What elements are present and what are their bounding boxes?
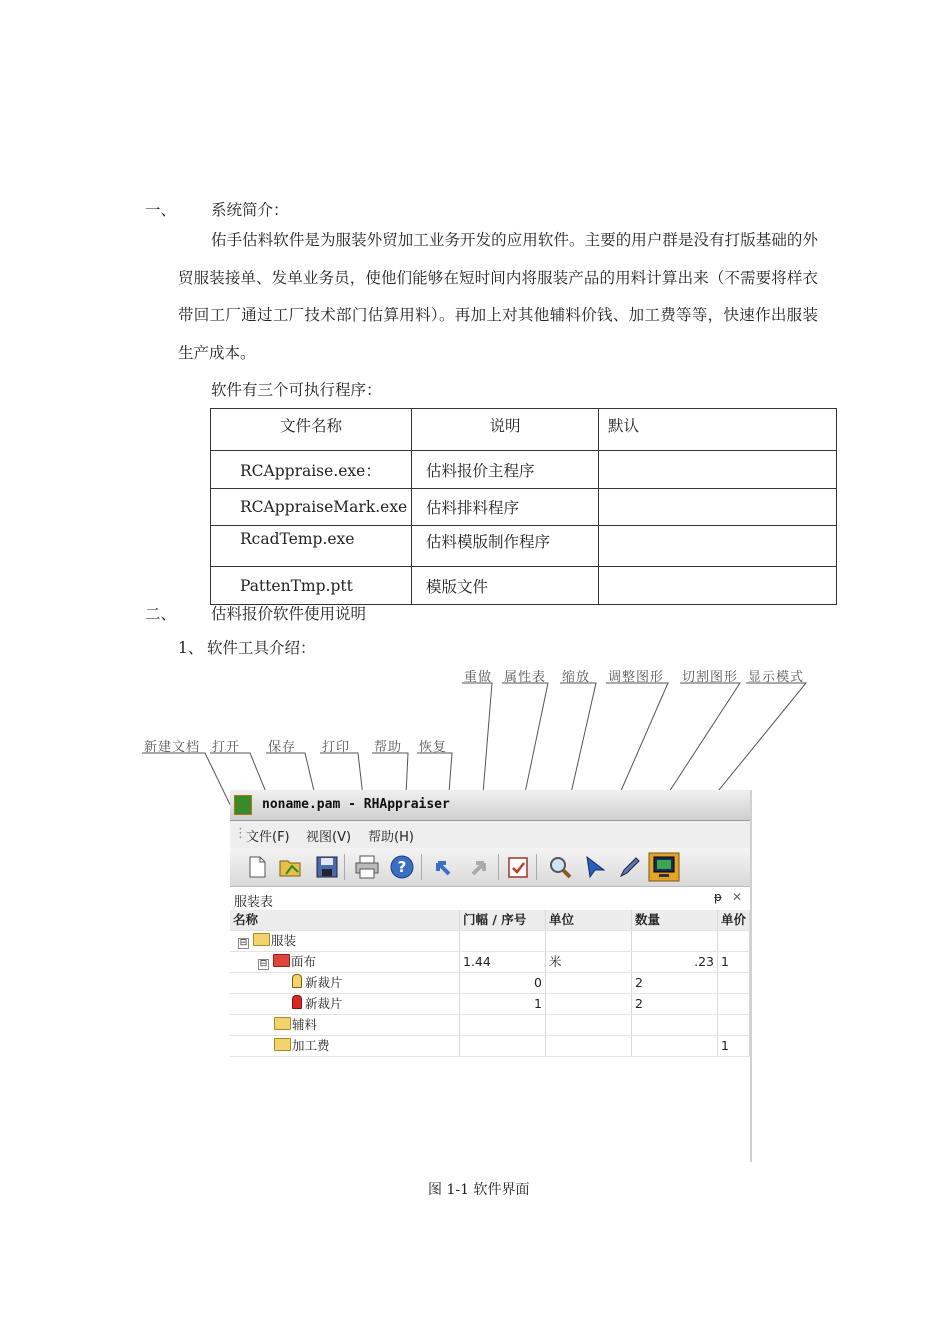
label-cut-shape: 切割图形 (682, 670, 739, 685)
app-icon (234, 795, 252, 815)
tree-name-cell (230, 1015, 460, 1035)
menu-bar (230, 821, 752, 848)
cut-shape-icon[interactable] (617, 854, 643, 880)
section-title: 系统简介： (211, 201, 289, 219)
tree-name-cell (230, 973, 460, 993)
table-header-cell: 说明 (412, 409, 599, 451)
qty-cell (632, 1036, 718, 1056)
label-undo: 恢复 (419, 740, 448, 755)
price-cell (718, 994, 750, 1014)
qty-cell: .23 (632, 952, 718, 972)
table-cell: RCAppraise.exe： (211, 451, 412, 489)
qty-cell: 2 (632, 973, 718, 993)
display-mode-icon[interactable] (648, 852, 680, 882)
table-header-cell: 默认 (599, 409, 837, 451)
intro-paragraph-2: 软件有三个可执行程序： (211, 381, 382, 399)
price-cell (718, 973, 750, 993)
table-row[interactable] (230, 1036, 750, 1057)
folder-icon (274, 1038, 291, 1051)
table-row[interactable] (230, 952, 750, 973)
label-display-mode: 显示模式 (748, 670, 805, 685)
price-cell: 1 (718, 1036, 750, 1056)
properties-icon[interactable] (505, 854, 531, 880)
label-open: 打开 (212, 740, 241, 755)
table-cell: 模版文件 (412, 567, 599, 605)
intro-paragraph: 佑手估料软件是为服装外贸加工业务开发的应用软件。主要的用户群是没有打版基础的外贸服装接单、发单业务员，使他们能够在短时间内将服装产品的用料计算出来（不需要将样衣带回工厂通过工厂技术部门估算用料）。再加上对其他辅料价钱、加工费等等，快速作出服装生产成本。 (178, 231, 818, 362)
column-header[interactable]: 名称 (230, 910, 460, 930)
width-cell (460, 1015, 546, 1035)
price-cell (718, 1015, 750, 1035)
label-print: 打印 (322, 740, 351, 755)
toolbar-separator (536, 854, 537, 880)
table-row[interactable] (230, 994, 750, 1015)
tree-item-label: 辅料 (292, 1017, 318, 1032)
table-cell: 估料模版制作程序 (412, 526, 599, 567)
label-zoom: 缩放 (562, 670, 591, 685)
tree-name-cell (230, 994, 460, 1014)
panel-title: 服装表 (234, 895, 274, 910)
table-cell: RCAppraiseMark.exe (211, 489, 412, 526)
adjust-shape-icon[interactable] (582, 854, 608, 880)
price-cell (718, 931, 750, 951)
label-properties: 属性表 (504, 670, 547, 685)
folder-icon (273, 954, 290, 967)
toolbar-separator (344, 854, 345, 880)
qty-cell (632, 1015, 718, 1035)
tree-item-label: 服装 (271, 933, 297, 948)
svg-text:?: ? (397, 858, 407, 876)
collapse-toggle-icon[interactable]: ⊟ (239, 938, 248, 948)
column-header[interactable]: 门幅 / 序号 (460, 910, 546, 930)
pattern-piece-icon (292, 995, 302, 1009)
menu-help[interactable]: 帮助(H) (368, 830, 414, 845)
open-icon[interactable] (278, 854, 304, 880)
table-row[interactable] (230, 931, 750, 952)
toolbar (230, 848, 752, 887)
unit-cell (546, 931, 632, 951)
panel-header (230, 888, 752, 910)
column-header[interactable]: 单位 (546, 910, 632, 930)
unit-cell (546, 994, 632, 1014)
table-cell: 估料报价主程序 (412, 451, 599, 489)
toolbar-separator (498, 854, 499, 880)
window-titlebar (230, 790, 752, 821)
table-cell: RcadTemp.exe (211, 526, 412, 567)
price-cell: 1 (718, 952, 750, 972)
new-doc-icon[interactable] (244, 854, 270, 880)
section-title: 估料报价软件使用说明 (211, 605, 367, 623)
window-title: noname.pam - RHAppraiser (262, 797, 450, 812)
tree-item-label: 新裁片 (305, 996, 343, 1011)
label-adjust-shape: 调整图形 (608, 670, 665, 685)
help-icon[interactable] (389, 854, 415, 880)
tree-name-cell (230, 931, 460, 951)
tree-name-cell (230, 952, 460, 972)
pin-icon[interactable]: ᵽ (714, 890, 723, 904)
panel-right-border (750, 790, 752, 1162)
table-header-cell: 文件名称 (211, 409, 412, 451)
table-row[interactable] (230, 973, 750, 994)
label-help: 帮助 (374, 740, 403, 755)
menu-grip: ⋮ (234, 826, 247, 841)
tree-item-label: 新裁片 (305, 975, 343, 990)
unit-cell (546, 1015, 632, 1035)
menu-file[interactable]: 文件(F) (246, 830, 290, 845)
tree-item-label: 面布 (291, 954, 317, 969)
label-redo: 重做 (464, 670, 493, 685)
table-row[interactable] (230, 1015, 750, 1036)
subsection-title: 软件工具介绍： (207, 639, 316, 657)
folder-icon (274, 1017, 291, 1030)
width-cell: 1.44 (460, 952, 546, 972)
undo-icon[interactable] (429, 854, 455, 880)
table-cell: 估料排料程序 (412, 489, 599, 526)
collapse-toggle-icon[interactable]: ⊟ (259, 959, 268, 969)
section-number: 一、 (145, 201, 177, 219)
save-icon[interactable] (314, 854, 340, 880)
menu-view[interactable]: 视图(V) (306, 830, 352, 845)
qty-cell: 2 (632, 994, 718, 1014)
unit-cell (546, 973, 632, 993)
toolbar-separator (421, 854, 422, 880)
print-icon[interactable] (354, 854, 380, 880)
unit-cell (546, 1036, 632, 1056)
label-save: 保存 (268, 740, 297, 755)
column-header[interactable]: 数量 (632, 910, 718, 930)
tree-name-cell (230, 1036, 460, 1056)
qty-cell (632, 931, 718, 951)
software-screenshot (230, 790, 752, 1162)
zoom-icon[interactable] (547, 854, 573, 880)
folder-icon (253, 933, 270, 946)
width-cell: 1 (460, 994, 546, 1014)
width-cell: 0 (460, 973, 546, 993)
redo-icon[interactable] (467, 854, 493, 880)
column-header[interactable]: 单价 (718, 910, 750, 930)
unit-cell: 米 (546, 952, 632, 972)
subsection-number: 1、 (178, 639, 204, 657)
label-new-doc: 新建文档 (144, 740, 201, 755)
grid-header-row (230, 910, 750, 931)
close-icon[interactable]: ✕ (732, 890, 743, 904)
width-cell (460, 931, 546, 951)
pattern-piece-icon (292, 974, 302, 988)
width-cell (460, 1036, 546, 1056)
figure-caption: 图 1-1 软件界面 (428, 1182, 530, 1198)
section-number: 二、 (145, 605, 177, 623)
table-cell: PattenTmp.ptt (211, 567, 412, 605)
tree-item-label: 加工费 (292, 1038, 330, 1053)
